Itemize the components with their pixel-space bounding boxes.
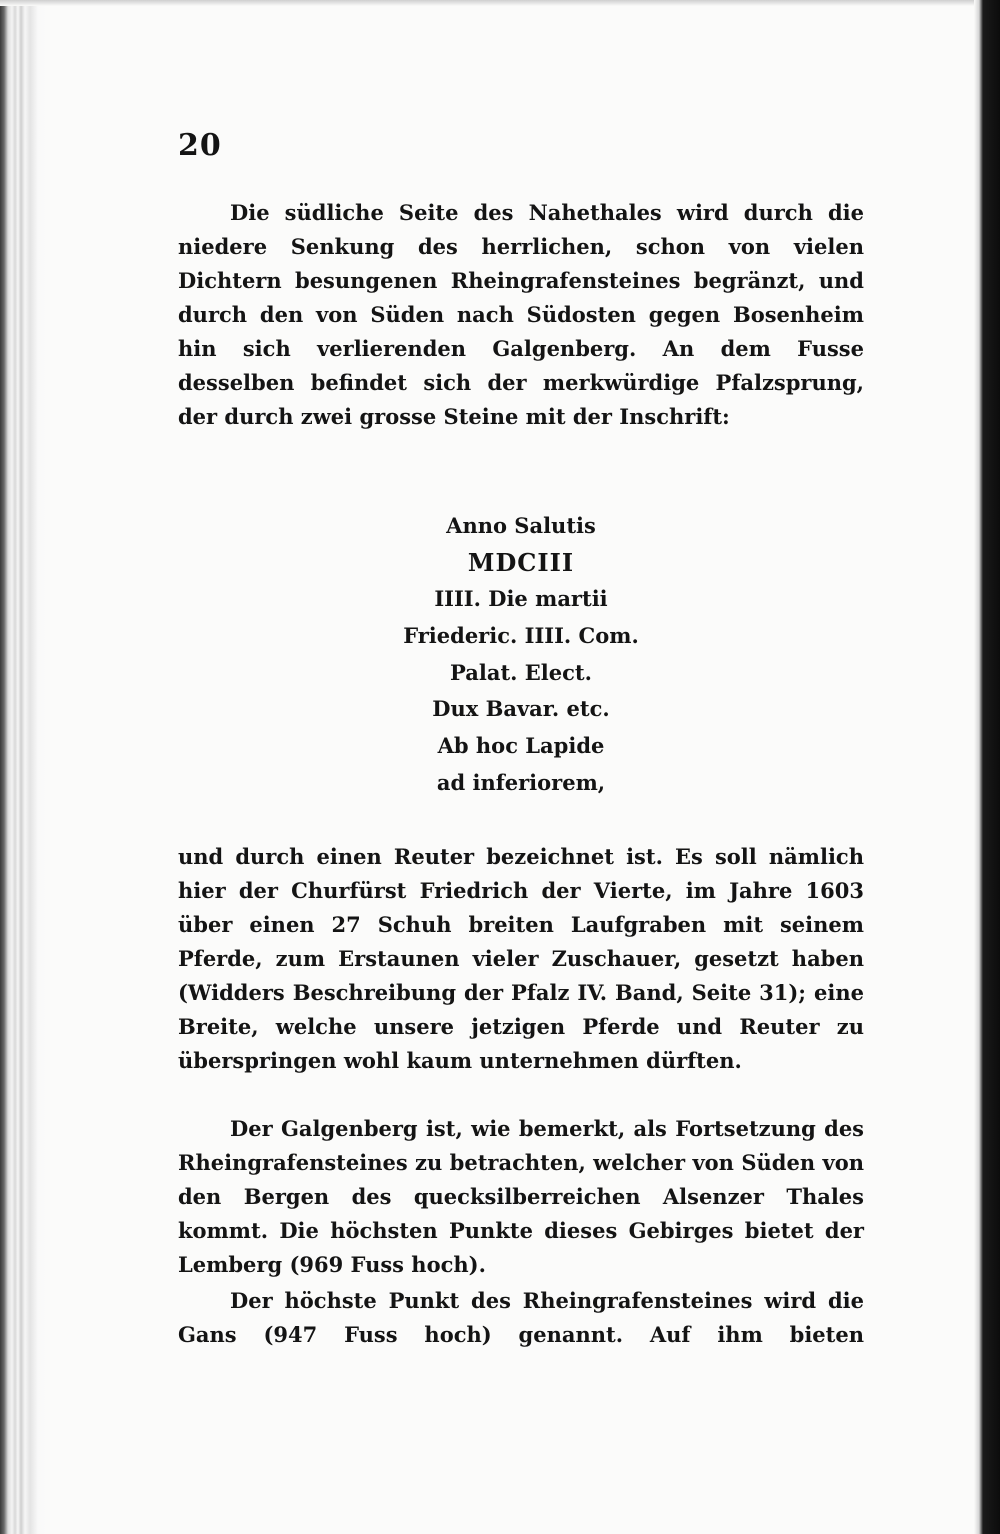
- book-binding-edge: [0, 0, 46, 1534]
- inscription-line: Friederic. IIII. Com.: [403, 623, 639, 649]
- inscription-block: [178, 508, 864, 802]
- inscription-line: Dux Bavar. etc.: [432, 696, 610, 722]
- paragraph-4: Der höchste Punkt des Rheingrafensteines wird die Gans (947 Fuss hoch) genannt. Auf ihm bieten: [178, 1288, 864, 1347]
- paragraph-3: Der Galgenberg ist, wie bemerkt, als Fortsetzung des Rheingrafensteines zu betrachten, welcher von Süden von den Bergen des quecksilberreichen Alsenzer Thales kommt. Die höchsten Punkte dieses Gebirges bietet der Lemberg (969 Fuss hoch).: [178, 1116, 864, 1277]
- page-top-edge: [0, 0, 1000, 6]
- inscription-line: IIII. Die martii: [434, 586, 608, 612]
- inscription-line: Anno Salutis: [446, 513, 596, 538]
- page-number: 20: [178, 128, 222, 163]
- scanner-right-edge: [974, 0, 1000, 1534]
- paragraph-2: und durch einen Reuter bezeichnet ist. Es soll nämlich hier der Churfürst Friedrich der Vierte, im Jahre 1603 über einen 27 Schuh breiten Laufgraben mit seinem Pferde, zum Erstaunen vieler Zuschauer, gesetzt haben (Widders Beschreibung der Pfalz IV. Band, Seite 31); eine Breite, welche unsere jetzigen Pferde und Reuter zu überspringen wohl kaum unternehmen dürften.: [178, 844, 864, 1073]
- paragraph-1: Die südliche Seite des Nahethales wird durch die niedere Senkung des herrlichen, schon von vielen Dichtern besungenen Rheingrafensteines begränzt, und durch den von Süden nach Südosten gegen Bosenheim hin sich verlierenden Galgenberg. An dem Fusse desselben befindet sich der merkwürdige Pfalzsprung, der durch zwei grosse Steine mit der Inschrift:: [178, 200, 864, 429]
- inscription-line: MDCIII: [467, 547, 575, 577]
- inscription-line: Ab hoc Lapide: [437, 733, 605, 759]
- inscription-line: ad inferiorem,: [436, 769, 606, 795]
- inscription-line: Palat. Elect.: [450, 659, 592, 685]
